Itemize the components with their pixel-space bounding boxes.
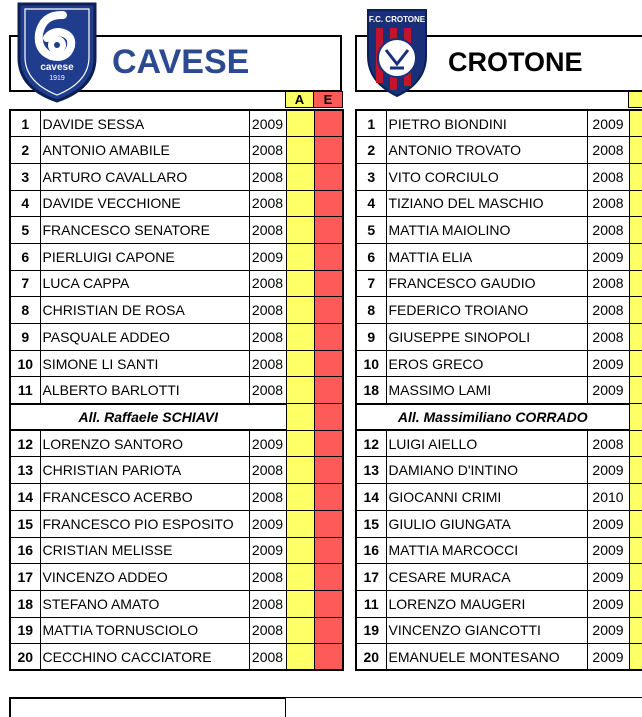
- player-number: 9: [10, 324, 40, 351]
- player-name: LORENZO SANTORO: [40, 430, 249, 457]
- player-name: STEFANO AMATO: [40, 590, 249, 617]
- player-birth-year: 2008: [249, 617, 286, 644]
- column-a-cell: [629, 110, 642, 137]
- away-roster-table: [355, 109, 642, 671]
- player-row: [356, 350, 642, 377]
- player-name: GIULIO GIUNGATA: [386, 510, 587, 537]
- column-a-cell: [629, 324, 642, 351]
- player-row: [10, 617, 343, 644]
- column-a-cell: [286, 324, 314, 351]
- player-name: CHRISTIAN PARIOTA: [40, 457, 249, 484]
- player-birth-year: 2009: [587, 457, 629, 484]
- player-number: 10: [10, 350, 40, 377]
- player-row: [10, 484, 343, 511]
- away-ae-header: [628, 91, 642, 108]
- player-birth-year: 2009: [249, 537, 286, 564]
- player-name: MATTIA TORNUSCIOLO: [40, 617, 249, 644]
- player-name: PIETRO BIONDINI: [386, 110, 587, 137]
- player-row: [10, 110, 343, 137]
- column-a-label: A: [286, 92, 314, 108]
- player-number: 10: [356, 350, 386, 377]
- player-name: LORENZO MAUGERI: [386, 590, 587, 617]
- player-birth-year: 2009: [587, 564, 629, 591]
- player-number: 11: [356, 590, 386, 617]
- player-row: [10, 217, 343, 244]
- player-number: 14: [356, 484, 386, 511]
- column-a-cell: [629, 377, 642, 404]
- player-birth-year: 2009: [587, 510, 629, 537]
- player-number: 8: [10, 297, 40, 324]
- player-birth-year: 2008: [587, 163, 629, 190]
- player-number: 16: [356, 537, 386, 564]
- player-birth-year: 2008: [249, 137, 286, 164]
- column-a-cell: [286, 190, 314, 217]
- player-number: 4: [356, 190, 386, 217]
- player-number: 15: [10, 510, 40, 537]
- column-a-cell: [629, 510, 642, 537]
- home-roster-table: [9, 109, 344, 671]
- player-row: [10, 510, 343, 537]
- player-number: 8: [356, 297, 386, 324]
- player-number: 1: [356, 110, 386, 137]
- player-birth-year: 2009: [249, 243, 286, 270]
- player-row: [356, 217, 642, 244]
- column-a-cell: [629, 644, 642, 671]
- player-number: 17: [10, 564, 40, 591]
- player-birth-year: 2009: [587, 590, 629, 617]
- player-name: DAVIDE VECCHIONE: [40, 190, 249, 217]
- player-name: FRANCESCO ACERBO: [40, 484, 249, 511]
- player-birth-year: 2009: [587, 617, 629, 644]
- column-a-cell: [286, 590, 314, 617]
- column-a-cell: [286, 564, 314, 591]
- player-birth-year: 2009: [249, 110, 286, 137]
- bottom-box-right: [285, 697, 642, 717]
- column-a-cell: [629, 270, 642, 297]
- player-name: CHRISTIAN DE ROSA: [40, 297, 249, 324]
- player-number: 17: [356, 564, 386, 591]
- column-a-cell: [286, 617, 314, 644]
- column-a-cell: [629, 350, 642, 377]
- player-birth-year: 2010: [587, 484, 629, 511]
- home-team-name: CAVESE: [112, 43, 250, 81]
- home-ae-header: [285, 91, 343, 108]
- player-row: [356, 537, 642, 564]
- column-a-cell: [629, 617, 642, 644]
- cavese-logo-year: 1919: [49, 75, 65, 82]
- player-name: PASQUALE ADDEO: [40, 324, 249, 351]
- player-number: 5: [356, 217, 386, 244]
- player-row: [356, 484, 642, 511]
- column-e-cell: [314, 350, 343, 377]
- player-row: [356, 590, 642, 617]
- player-birth-year: 2008: [587, 324, 629, 351]
- column-a-cell: [629, 590, 642, 617]
- column-a-cell: [286, 243, 314, 270]
- player-row: [356, 190, 642, 217]
- player-row: [10, 270, 343, 297]
- column-a-cell: [286, 217, 314, 244]
- player-number: 9: [356, 324, 386, 351]
- home-coach: All. Raffaele SCHIAVI: [10, 404, 286, 431]
- player-birth-year: 2008: [249, 564, 286, 591]
- player-birth-year: 2008: [249, 644, 286, 671]
- player-number: 7: [356, 270, 386, 297]
- player-birth-year: 2008: [249, 217, 286, 244]
- player-name: EMANUELE MONTESANO: [386, 644, 587, 671]
- player-row: [10, 644, 343, 671]
- away-coach: All. Massimiliano CORRADO: [356, 404, 629, 431]
- player-number: 6: [10, 243, 40, 270]
- player-row: [356, 617, 642, 644]
- player-name: ARTURO CAVALLARO: [40, 163, 249, 190]
- player-name: ANTONIO TROVATO: [386, 137, 587, 164]
- column-a-cell: [286, 644, 314, 671]
- player-row: [10, 350, 343, 377]
- player-number: 2: [10, 137, 40, 164]
- player-name: SIMONE LI SANTI: [40, 350, 249, 377]
- column-a-cell: [286, 110, 314, 137]
- player-number: 13: [10, 457, 40, 484]
- column-e-cell: [314, 430, 343, 457]
- player-number: 4: [10, 190, 40, 217]
- player-name: MATTIA MARCOCCI: [386, 537, 587, 564]
- player-birth-year: 2008: [249, 324, 286, 351]
- column-a-cell: [629, 243, 642, 270]
- player-row: [10, 190, 343, 217]
- player-number: 14: [10, 484, 40, 511]
- column-e-cell: [314, 510, 343, 537]
- player-birth-year: 2008: [249, 590, 286, 617]
- column-e-cell: [314, 163, 343, 190]
- player-number: 16: [10, 537, 40, 564]
- column-e-cell: [314, 377, 343, 404]
- bottom-box-left: [9, 697, 285, 717]
- player-number: 18: [356, 377, 386, 404]
- player-name: EROS GRECO: [386, 350, 587, 377]
- player-birth-year: 2008: [249, 190, 286, 217]
- player-birth-year: 2008: [587, 137, 629, 164]
- player-birth-year: 2008: [249, 163, 286, 190]
- player-row: [356, 510, 642, 537]
- player-birth-year: 2009: [587, 110, 629, 137]
- player-number: 12: [356, 430, 386, 457]
- player-name: VITO CORCIULO: [386, 163, 587, 190]
- player-name: CESARE MURACA: [386, 564, 587, 591]
- column-a-cell: [286, 510, 314, 537]
- player-row: [10, 137, 343, 164]
- player-name: FRANCESCO GAUDIO: [386, 270, 587, 297]
- column-a-cell: [286, 377, 314, 404]
- column-e-cell: [314, 270, 343, 297]
- column-e-cell: [314, 457, 343, 484]
- player-birth-year: 2008: [249, 377, 286, 404]
- player-number: 11: [10, 377, 40, 404]
- player-name: MATTIA MAIOLINO: [386, 217, 587, 244]
- column-e-cell: [314, 590, 343, 617]
- player-birth-year: 2008: [587, 217, 629, 244]
- player-row: [10, 430, 343, 457]
- player-number: 3: [10, 163, 40, 190]
- player-name: FRANCESCO PIO ESPOSITO: [40, 510, 249, 537]
- column-a-cell: [629, 537, 642, 564]
- column-a-cell: [629, 564, 642, 591]
- player-birth-year: 2009: [587, 377, 629, 404]
- column-a-cell: [286, 297, 314, 324]
- column-a-cell: [286, 270, 314, 297]
- column-e-cell: [314, 324, 343, 351]
- player-number: 1: [10, 110, 40, 137]
- column-e-cell: [314, 243, 343, 270]
- player-row: [356, 377, 642, 404]
- column-e-cell: [314, 297, 343, 324]
- player-row: [10, 564, 343, 591]
- player-birth-year: 2009: [587, 350, 629, 377]
- player-name: FRANCESCO SENATORE: [40, 217, 249, 244]
- column-e-label: E: [314, 92, 343, 108]
- player-name: LUIGI AIELLO: [386, 430, 587, 457]
- player-number: 13: [356, 457, 386, 484]
- column-a-cell: [629, 137, 642, 164]
- away-team-name: CROTONE: [448, 47, 583, 77]
- player-row: [10, 377, 343, 404]
- player-name: GIOCANNI CRIMI: [386, 484, 587, 511]
- player-row: [356, 137, 642, 164]
- player-birth-year: 2008: [249, 484, 286, 511]
- column-a-cell: [286, 350, 314, 377]
- column-a-cell: [629, 163, 642, 190]
- player-number: 18: [10, 590, 40, 617]
- player-name: ANTONIO AMABILE: [40, 137, 249, 164]
- player-number: 3: [356, 163, 386, 190]
- player-number: 2: [356, 137, 386, 164]
- player-birth-year: 2009: [587, 243, 629, 270]
- player-name: ALBERTO BARLOTTI: [40, 377, 249, 404]
- player-birth-year: 2008: [249, 457, 286, 484]
- player-name: MASSIMO LAMI: [386, 377, 587, 404]
- column-e-cell: [314, 537, 343, 564]
- player-row: [356, 457, 642, 484]
- player-birth-year: 2009: [249, 510, 286, 537]
- player-birth-year: 2008: [249, 297, 286, 324]
- player-birth-year: 2009: [587, 537, 629, 564]
- player-number: 7: [10, 270, 40, 297]
- column-a-cell: [286, 163, 314, 190]
- column-a-cell: [286, 430, 314, 457]
- column-e-cell: [314, 190, 343, 217]
- player-birth-year: 2008: [587, 297, 629, 324]
- cavese-logo-text: cavese: [40, 62, 74, 73]
- player-row: [356, 243, 642, 270]
- column-e-cell: [314, 564, 343, 591]
- column-e-cell: [314, 644, 343, 671]
- player-row: [10, 243, 343, 270]
- player-name: GIUSEPPE SINOPOLI: [386, 324, 587, 351]
- player-number: 19: [10, 617, 40, 644]
- column-e-cell: [314, 137, 343, 164]
- player-birth-year: 2008: [249, 270, 286, 297]
- cavese-logo: [13, 0, 101, 103]
- column-a-cell: [629, 297, 642, 324]
- player-number: 5: [10, 217, 40, 244]
- player-row: [10, 457, 343, 484]
- player-name: MATTIA ELIA: [386, 243, 587, 270]
- player-row: [10, 297, 343, 324]
- player-row: [356, 110, 642, 137]
- column-a-cell: [286, 137, 314, 164]
- player-row: [356, 297, 642, 324]
- player-birth-year: 2008: [587, 430, 629, 457]
- player-birth-year: 2008: [587, 270, 629, 297]
- column-e-cell: [314, 617, 343, 644]
- column-e-cell: [314, 217, 343, 244]
- column-a-cell: [286, 537, 314, 564]
- player-row: [356, 430, 642, 457]
- column-a-cell: [286, 457, 314, 484]
- player-number: 12: [10, 430, 40, 457]
- player-name: DAMIANO D'INTINO: [386, 457, 587, 484]
- player-number: 6: [356, 243, 386, 270]
- column-a-cell: [629, 484, 642, 511]
- player-row: [356, 644, 642, 671]
- player-birth-year: 2009: [587, 644, 629, 671]
- player-name: VINCENZO ADDEO: [40, 564, 249, 591]
- player-row: [356, 163, 642, 190]
- player-row: [10, 163, 343, 190]
- column-a-cell: [629, 217, 642, 244]
- column-a-cell: [286, 484, 314, 511]
- player-row: [10, 537, 343, 564]
- player-birth-year: 2009: [249, 430, 286, 457]
- player-name: CRISTIAN MELISSE: [40, 537, 249, 564]
- player-name: CECCHINO CACCIATORE: [40, 644, 249, 671]
- player-row: [10, 590, 343, 617]
- column-a-cell: [629, 430, 642, 457]
- player-birth-year: 2008: [587, 190, 629, 217]
- player-birth-year: 2008: [249, 350, 286, 377]
- column-a-cell: [629, 457, 642, 484]
- column-e-cell: [314, 110, 343, 137]
- player-row: [10, 324, 343, 351]
- player-number: 19: [356, 617, 386, 644]
- column-e-cell: [314, 484, 343, 511]
- player-row: [356, 564, 642, 591]
- player-name: DAVIDE SESSA: [40, 110, 249, 137]
- player-row: [356, 324, 642, 351]
- player-name: VINCENZO GIANCOTTI: [386, 617, 587, 644]
- column-a-cell: [629, 190, 642, 217]
- player-name: TIZIANO DEL MASCHIO: [386, 190, 587, 217]
- player-name: FEDERICO TROIANO: [386, 297, 587, 324]
- player-row: [356, 270, 642, 297]
- player-number: 20: [10, 644, 40, 671]
- player-number: 20: [356, 644, 386, 671]
- player-name: LUCA CAPPA: [40, 270, 249, 297]
- player-number: 15: [356, 510, 386, 537]
- crotone-logo: [364, 4, 430, 100]
- crotone-logo-text: F.C. CROTONE: [368, 15, 426, 24]
- player-name: PIERLUIGI CAPONE: [40, 243, 249, 270]
